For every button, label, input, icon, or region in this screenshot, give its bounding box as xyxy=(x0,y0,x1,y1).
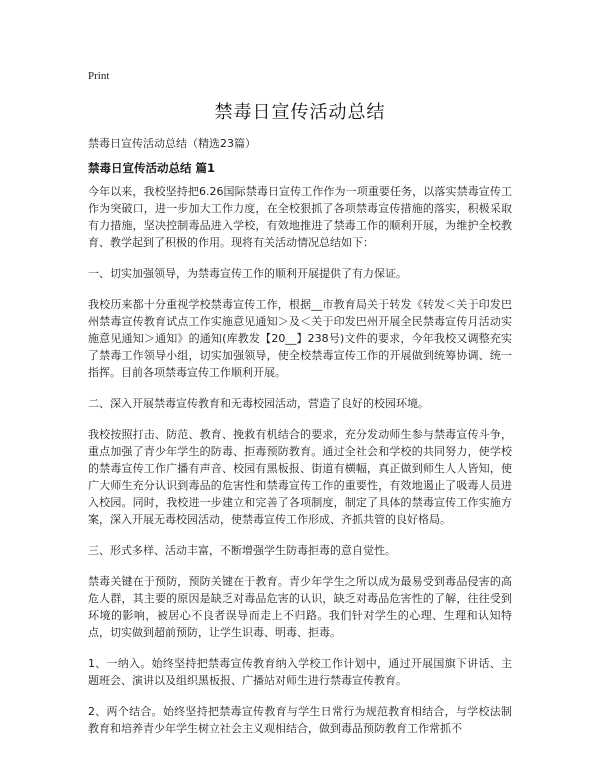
paragraph-point-2: 二、深入开展禁毒宣传教育和无毒校园活动，营造了良好的校园环境。 xyxy=(88,397,429,410)
section-heading: 禁毒日宣传活动总结 篇1 xyxy=(88,161,216,175)
print-link[interactable]: Print xyxy=(88,70,110,82)
paragraph-leadership: 我校历来都十分重视学校禁毒宣传工作，根据__市教育局关于转发《转发＜关于印发巴州禁毒宣传教育试点工作实施意见通知＞及＜关于印发巴州开展全民禁毒宣传月活动实施意见通知＞通知》的通知(库教发【20__】238号)文件的要求，今年我校又调整充实了禁毒工作领导小组，切实加强领导，使全校禁毒宣传工作的开展做到统筹协调、统一指挥。目前各项禁毒宣传工作顺利开展。 xyxy=(88,298,512,379)
paragraph-item-1: 1、一纳入。始终坚持把禁毒宣传教育纳入学校工作计划中，通过开展国旗下讲话、主题班会、演讲以及组织黑板报、广播站对师生进行禁毒宣传教育。 xyxy=(88,657,512,687)
paragraph-intro: 今年以来，我校坚持把6.26国际禁毒日宣传工作作为一项重要任务，以落实禁毒宣传工作为突破口，进一步加大工作力度，在全校狠抓了各项禁毒宣传措施的落实，积极采取有力措施，坚决控制毒品进入学校，有效地推进了禁毒工作的顺利开展，为维护全校教育、教学起到了积极的作用。现将有关活动情况总结如下： xyxy=(88,185,512,249)
paragraph-prevention: 禁毒关键在于预防，预防关键在于教育。青少年学生之所以成为最易受到毒品侵害的高危人群，其主要的原因是缺乏对毒品危害的认识，缺乏对毒品危害性的了解，往往受到环境的影响，被居心不良者误导而走上不归路。我们针对学生的心理、生理和认知特点，切实做到超前预防，让学生识毒、明毒、拒毒。 xyxy=(88,575,512,639)
paragraph-point-1: 一、切实加强领导，为禁毒宣传工作的顺利开展提供了有力保证。 xyxy=(88,267,407,280)
document-subtitle: 禁毒日宣传活动总结（精选23篇） xyxy=(88,137,256,150)
page-title: 禁毒日宣传活动总结 xyxy=(214,102,386,123)
paragraph-item-2: 2、两个结合。始终坚持把禁毒宣传教育与学生日常行为规范教育相结合，与学校法制教育和培养青少年学生树立社会主义观相结合，做到毒品预防教育工作常抓不 xyxy=(88,705,512,735)
paragraph-point-3: 三、形式多样、活动丰富，不断增强学生防毒拒毒的意自觉性。 xyxy=(88,544,396,557)
paragraph-campus: 我校按照打击、防范、教育、挽救有机结合的要求，充分发动师生参与禁毒宣传斗争，重点加强了青少年学生的防毒、拒毒预防教育。通过全社会和学校的共同努力，使学校的禁毒宣传工作广播有声音、校园有黑板报、街道有横幅，真正做到师生人人皆知，使广大师生充分认识到毒品的危害性和禁毒宣传工作的重要性，有效地遏止了吸毒人员进入校园。同时，我校进一步建立和完善了各项制度，制定了具体的禁毒宣传工作实施方案，深入开展无毒校园活动，使禁毒宣传工作形成、齐抓共管的良好格局。 xyxy=(88,428,512,526)
document-body xyxy=(88,183,512,751)
